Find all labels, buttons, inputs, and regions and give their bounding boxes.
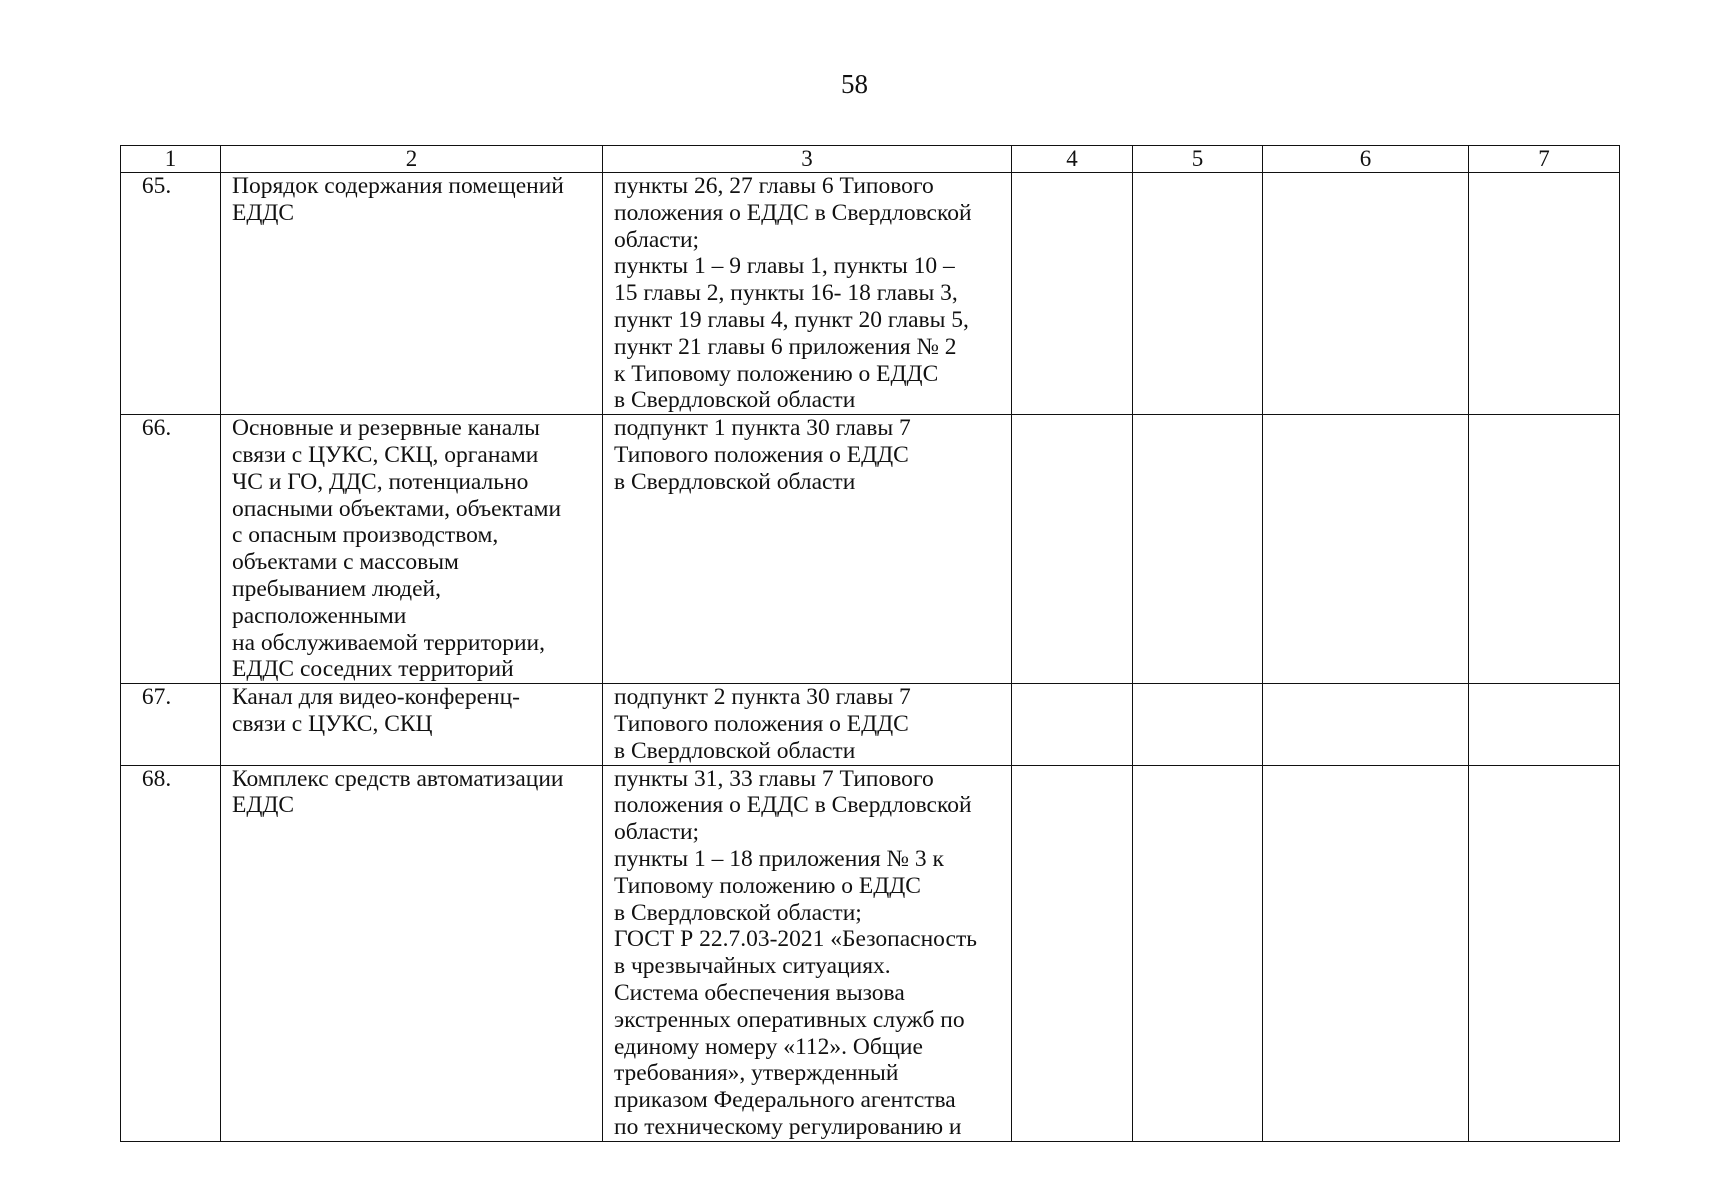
reference-line: области; [614, 226, 700, 253]
reference-line: пункты 31, 33 главы 7 Типового [614, 765, 934, 792]
reference-line: подпункт 1 пункта 30 главы 7 [614, 415, 911, 442]
item-name-line: Комплекс средств автоматизации [232, 765, 564, 792]
empty-cell-col-4 [1012, 765, 1133, 1141]
table-row [121, 415, 1620, 684]
empty-cell-col-4 [1012, 173, 1133, 415]
empty-cell-col-5 [1133, 173, 1263, 415]
table-row [121, 765, 1620, 1141]
reference-line: пункты 1 – 18 приложения № 3 к [614, 845, 944, 872]
header-col-5: 5 [1133, 146, 1263, 173]
reference-line: Система обеспечения вызова [614, 979, 905, 1006]
item-name-line: Порядок содержания помещений [232, 173, 564, 199]
reference-line: Типового положения о ЕДДС [614, 441, 909, 468]
item-name-line: на обслуживаемой территории, [232, 629, 545, 656]
reference-line: пункт 21 главы 6 приложения № 2 [614, 333, 957, 360]
reference-line: подпункт 2 пункта 30 главы 7 [614, 684, 911, 711]
reference-line: в Свердловской области [614, 468, 856, 495]
reference-line: пункты 1 – 9 главы 1, пункты 10 – [614, 253, 955, 280]
item-name-line: опасными объектами, объектами [232, 495, 562, 522]
header-col-7: 7 [1469, 146, 1620, 173]
item-name-cell [221, 173, 603, 415]
reference-line: в Свердловской области [614, 387, 856, 414]
item-name-cell [221, 765, 603, 1141]
item-name-line: ЕДДС [232, 199, 295, 226]
item-name-line: пребыванием людей, [232, 575, 441, 602]
reference-line: Типового положения о ЕДДС [614, 710, 909, 737]
header-col-2: 2 [221, 146, 603, 173]
reference-line: экстренных оперативных служб по [614, 1006, 965, 1033]
item-name-line: связи с ЦУКС, СКЦ, органами [232, 441, 539, 468]
empty-cell-col-7 [1469, 765, 1620, 1141]
reference-line: к Типовому положению о ЕДДС [614, 360, 939, 387]
empty-cell-col-6 [1263, 173, 1469, 415]
requirement-reference-cell [603, 415, 1012, 684]
item-name-line: расположенными [232, 602, 407, 629]
reference-line: Типовому положению о ЕДДС [614, 872, 921, 899]
reference-line: области; [614, 819, 700, 846]
empty-cell-col-6 [1263, 415, 1469, 684]
item-name-line: объектами с массовым [232, 549, 459, 576]
empty-cell-col-6 [1263, 684, 1469, 765]
item-name-line: Основные и резервные каналы [232, 415, 540, 442]
requirement-reference-cell [603, 173, 1012, 415]
row-number: 67. [121, 684, 221, 765]
item-name-cell [221, 684, 603, 765]
header-col-1: 1 [121, 146, 221, 173]
item-name-line: ЕДДС соседних территорий [232, 656, 514, 683]
empty-cell-col-5 [1133, 684, 1263, 765]
item-name-line: ЧС и ГО, ДДС, потенциально [232, 468, 529, 495]
reference-line: положения о ЕДДС в Свердловской [614, 792, 972, 819]
reference-line: приказом Федерального агентства [614, 1087, 956, 1114]
empty-cell-col-5 [1133, 765, 1263, 1141]
header-row [121, 146, 1620, 173]
empty-cell-col-4 [1012, 684, 1133, 765]
header-col-3: 3 [603, 146, 1012, 173]
requirements-table [120, 145, 1620, 1142]
table-row [121, 173, 1620, 415]
empty-cell-col-7 [1469, 173, 1620, 415]
reference-line: требования», утвержденный [614, 1060, 899, 1087]
table-row [121, 684, 1620, 765]
reference-line: пункты 26, 27 главы 6 Типового [614, 173, 934, 199]
requirement-reference-cell [603, 765, 1012, 1141]
requirement-reference-cell [603, 684, 1012, 765]
header-col-4: 4 [1012, 146, 1133, 173]
item-name-line: Канал для видео-конференц- [232, 684, 520, 711]
row-number: 68. [121, 765, 221, 1141]
empty-cell-col-4 [1012, 415, 1133, 684]
page-number: 58 [841, 69, 868, 99]
reference-line: положения о ЕДДС в Свердловской [614, 199, 972, 226]
empty-cell-col-5 [1133, 415, 1263, 684]
row-number: 66. [121, 415, 221, 684]
empty-cell-col-7 [1469, 415, 1620, 684]
row-number: 65. [121, 173, 221, 415]
reference-line: в чрезвычайных ситуациях. [614, 953, 891, 980]
empty-cell-col-7 [1469, 684, 1620, 765]
reference-line: по техническому регулированию и [614, 1113, 962, 1140]
header-col-6: 6 [1263, 146, 1469, 173]
item-name-line: ЕДДС [232, 792, 295, 819]
item-name-cell [221, 415, 603, 684]
reference-line: ГОСТ Р 22.7.03-2021 «Безопасность [614, 926, 977, 953]
reference-line: 15 главы 2, пункты 16- 18 главы 3, [614, 280, 958, 307]
item-name-line: с опасным производством, [232, 522, 499, 549]
reference-line: в Свердловской области [614, 737, 856, 764]
reference-line: единому номеру «112». Общие [614, 1033, 923, 1060]
reference-line: пункт 19 главы 4, пункт 20 главы 5, [614, 306, 969, 333]
reference-line: в Свердловской области; [614, 899, 862, 926]
empty-cell-col-6 [1263, 765, 1469, 1141]
item-name-line: связи с ЦУКС, СКЦ [232, 710, 433, 737]
